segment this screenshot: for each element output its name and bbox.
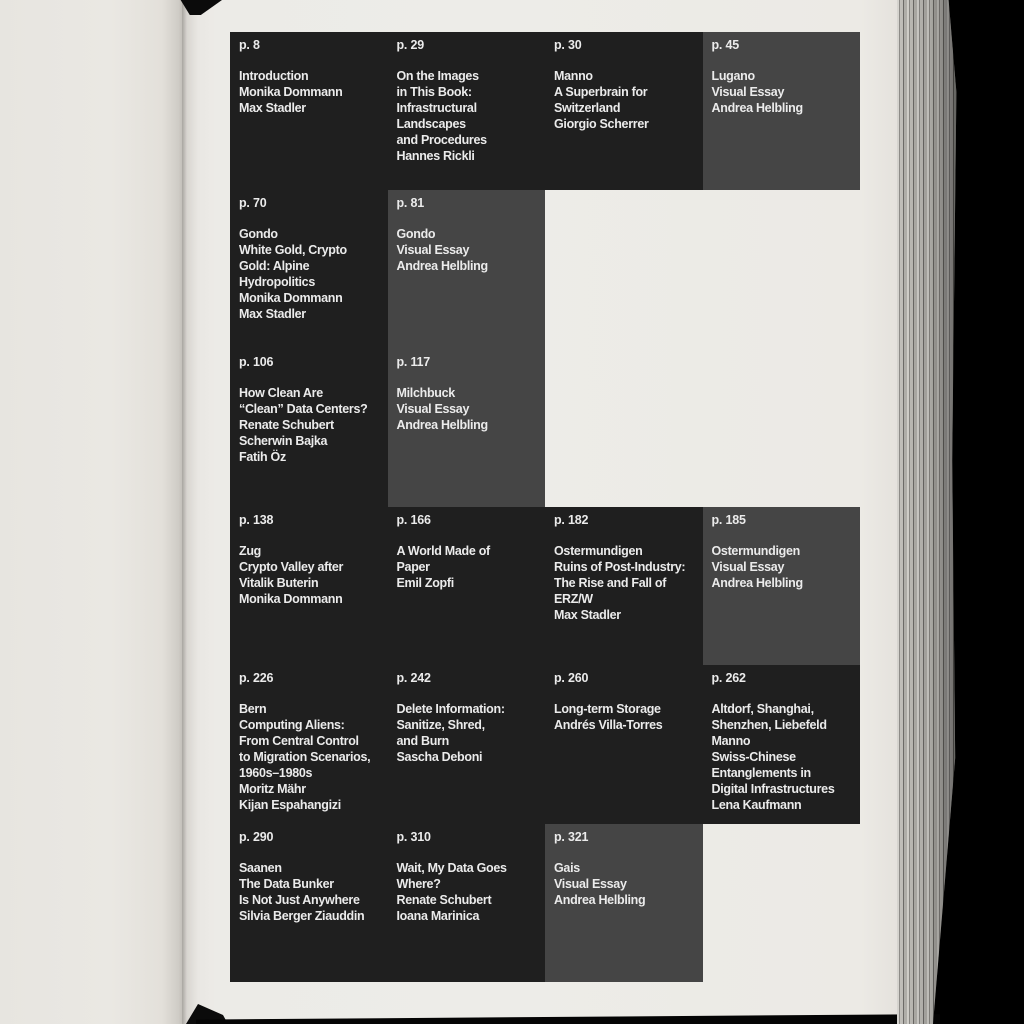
toc-line: Max Stadler (554, 607, 621, 622)
toc-line: Andrea Helbling (396, 259, 488, 274)
toc-line: Visual Essay (711, 85, 785, 99)
left-page (0, 0, 184, 1024)
toc-line: Renate Schubert (396, 892, 492, 907)
toc-line: Scherwin Bajka (239, 433, 328, 448)
page-number-label: p. 117 (396, 354, 431, 369)
page-number-label: p. 70 (239, 196, 267, 211)
page-number-label: p. 262 (711, 671, 746, 686)
toc-entry (545, 824, 703, 982)
page-number-label: p. 166 (396, 512, 431, 527)
toc-line: Wait, My Data Goes (396, 860, 507, 875)
toc-line: Digital Infrastructures (711, 782, 835, 797)
toc-entry (230, 349, 388, 507)
toc-line: The Rise and Fall of (554, 575, 667, 590)
toc-line: Gais (554, 860, 580, 875)
toc-grid (230, 32, 860, 982)
page-number-label: p. 138 (239, 512, 274, 527)
toc-line: Andrea Helbling (711, 101, 803, 115)
toc-line: Kijan Espahangizi (239, 798, 341, 813)
toc-line: Andrea Helbling (711, 575, 803, 590)
toc-line: Moritz Mähr (239, 782, 306, 797)
page-number-label: p. 45 (711, 38, 739, 52)
toc-line: Manno (711, 734, 751, 749)
toc-line: Fatih Öz (239, 449, 286, 464)
toc-line: to Migration Scenarios, (239, 750, 371, 765)
toc-line: in This Book: (396, 85, 472, 99)
page-number-label: p. 8 (239, 38, 260, 52)
toc-line: Delete Information: (396, 702, 505, 717)
toc-line: White Gold, Crypto (239, 243, 347, 258)
toc-line: Renate Schubert (239, 417, 334, 432)
fore-edge-page-stack (897, 0, 957, 1024)
page-number-label: p. 310 (396, 829, 431, 844)
toc-line: Gold: Alpine (239, 259, 310, 274)
toc-entry (545, 665, 703, 823)
toc-line: Vitalik Buterin (239, 575, 319, 590)
toc-line: Paper (396, 559, 430, 574)
toc-line: Andrea Helbling (554, 892, 646, 907)
toc-line: ERZ/W (554, 591, 593, 606)
toc-line: Lena Kaufmann (711, 798, 802, 813)
page-number-label: p. 226 (239, 671, 274, 686)
toc-line: Andrea Helbling (396, 417, 488, 432)
toc-entry (230, 665, 388, 823)
toc-entry (230, 190, 388, 348)
toc-entry (230, 507, 388, 665)
toc-entry (388, 190, 546, 348)
toc-entry (388, 507, 546, 665)
toc-line: Max Stadler (239, 307, 306, 322)
toc-line: Milchbuck (396, 385, 455, 400)
toc-line: Visual Essay (711, 559, 785, 574)
toc-line: Ostermundigen (554, 543, 643, 558)
page-number-label: p. 260 (554, 671, 589, 686)
toc-line: How Clean Are (239, 385, 323, 400)
toc-line: A World Made of (396, 543, 490, 558)
toc-line: Sascha Deboni (396, 750, 483, 765)
toc-line: 1960s–1980s (239, 766, 313, 781)
toc-line: A Superbrain for (554, 85, 648, 99)
toc-entry (388, 824, 546, 982)
page-number-label: p. 30 (554, 38, 582, 52)
toc-line: Ruins of Post-Industry: (554, 559, 686, 574)
page-number-label: p. 290 (239, 829, 274, 844)
toc-line: The Data Bunker (239, 876, 334, 891)
toc-entry (230, 824, 388, 982)
toc-line: and Procedures (396, 133, 487, 147)
toc-line: Lugano (711, 69, 755, 83)
page-number-label: p. 321 (554, 829, 589, 844)
toc-line: Max Stadler (239, 101, 306, 115)
toc-line: Gondo (239, 227, 278, 242)
page-number-label: p. 242 (396, 671, 431, 686)
toc-line: Long-term Storage (554, 702, 661, 717)
page-number-label: p. 81 (396, 196, 424, 211)
toc-line: Bern (239, 702, 267, 717)
toc-line: Sanitize, Shred, (396, 718, 485, 733)
toc-entry (703, 665, 861, 823)
toc-line: Manno (554, 69, 593, 83)
toc-line: Altdorf, Shanghai, (711, 702, 814, 717)
toc-line: Is Not Just Anywhere (239, 892, 360, 907)
toc-line: Silvia Berger Ziauddin (239, 908, 365, 923)
toc-line: Saanen (239, 860, 282, 875)
page-number-label: p. 182 (554, 512, 589, 527)
toc-line: Landscapes (396, 117, 466, 131)
toc-line: Hannes Rickli (396, 149, 475, 163)
toc-line: Visual Essay (554, 876, 627, 891)
toc-entry (703, 507, 861, 665)
toc-line: and Burn (396, 734, 449, 749)
toc-entry (545, 32, 703, 190)
toc-entry (703, 32, 861, 190)
toc-line: Computing Aliens: (239, 718, 345, 733)
page-number-label: p. 185 (711, 512, 746, 527)
toc-line: Gondo (396, 227, 436, 242)
page-number-label: p. 106 (239, 354, 274, 369)
toc-line: Monika Dommann (239, 85, 343, 99)
toc-line: Shenzhen, Liebefeld (711, 718, 827, 733)
toc-line: Visual Essay (396, 243, 470, 258)
toc-line: Infrastructural (396, 101, 477, 115)
toc-line: Ostermundigen (711, 543, 800, 558)
toc-line: Monika Dommann (239, 591, 343, 606)
toc-line: Andrés Villa-Torres (554, 718, 663, 733)
toc-line: Monika Dommann (239, 291, 343, 306)
toc-line: Visual Essay (396, 401, 470, 416)
toc-entry (230, 32, 388, 190)
toc-line: Zug (239, 543, 262, 558)
toc-line: Ioana Marinica (396, 908, 480, 923)
toc-entry (545, 507, 703, 665)
toc-line: Crypto Valley after (239, 559, 344, 574)
toc-entry (388, 349, 546, 507)
toc-line: Where? (396, 876, 441, 891)
toc-line: Emil Zopfi (396, 575, 454, 590)
toc-line: Switzerland (554, 101, 621, 115)
toc-line: Swiss-Chinese (711, 750, 796, 765)
toc-line: Introduction (239, 69, 309, 83)
toc-line: From Central Control (239, 734, 359, 749)
gutter-shadow (182, 0, 216, 1024)
toc-line: Entanglements in (711, 766, 811, 781)
page-number-label: p. 29 (396, 38, 424, 52)
toc-line: “Clean” Data Centers? (239, 401, 368, 416)
toc-line: Giorgio Scherrer (554, 117, 649, 131)
toc-entry (388, 32, 546, 190)
toc-line: Hydropolitics (239, 275, 315, 290)
toc-entry (388, 665, 546, 823)
toc-line: On the Images (396, 69, 479, 83)
